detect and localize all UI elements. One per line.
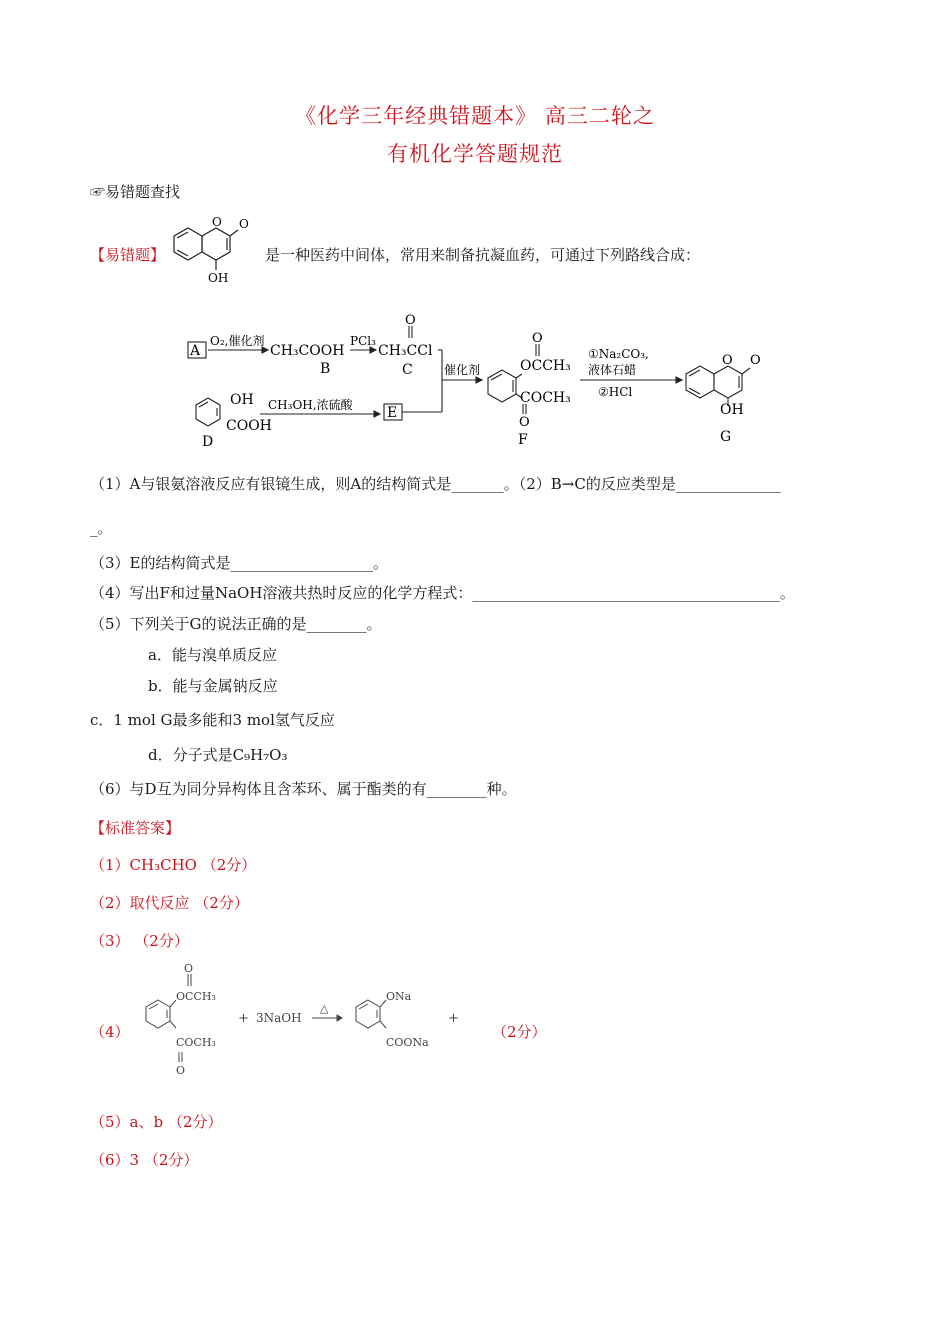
svg-text:A: A: [190, 343, 201, 359]
svg-text:O: O: [176, 1064, 186, 1077]
option-a: a．能与溴单质反应: [148, 646, 277, 664]
svg-text:ONa: ONa: [386, 990, 412, 1003]
svg-text:E: E: [387, 405, 398, 421]
synthesis-scheme: [180, 308, 780, 458]
svg-text:O: O: [184, 962, 194, 975]
svg-text:O: O: [239, 217, 249, 231]
svg-text:CH₃CCl: CH₃CCl: [378, 343, 433, 359]
top-struct-o: O: [212, 215, 222, 229]
question-1-2: （1）A与银氨溶液反应有银镜生成，则A的结构简式是_______。（2）B→C的反应类型是______________: [90, 475, 781, 493]
option-c: c．1 mol G最多能和3 mol氢气反应: [90, 711, 335, 729]
svg-text:COCH₃: COCH₃: [176, 1036, 216, 1049]
svg-text:B: B: [320, 361, 331, 377]
svg-text:催化剂: 催化剂: [444, 363, 481, 377]
svg-text:CH₃OH,浓硫酸: CH₃OH,浓硫酸: [268, 398, 353, 412]
answer-5: （5）a、b （2分）: [90, 1113, 223, 1131]
answer-4-equation: [130, 960, 550, 1080]
question-3: （3）E的结构简式是___________________。: [90, 554, 388, 572]
svg-text:液体石蜡: 液体石蜡: [588, 363, 637, 377]
svg-text:O: O: [519, 415, 530, 430]
svg-text:OCCH₃: OCCH₃: [176, 990, 216, 1003]
svg-text:D: D: [202, 434, 214, 450]
svg-text:OCCH₃: OCCH₃: [520, 358, 571, 374]
svg-text:COCH₃: COCH₃: [520, 390, 571, 406]
option-b: b．能与金属钠反应: [148, 677, 278, 695]
svg-text:O: O: [750, 353, 761, 368]
title-line-1: 《化学三年经典错题本》 高三二轮之: [295, 104, 655, 128]
svg-text:CH₃COOH: CH₃COOH: [270, 343, 345, 359]
svg-text:OH: OH: [720, 402, 744, 418]
error-tag: 【易错题】: [90, 246, 166, 264]
answer-1: （1）CH₃CHO （2分）: [90, 856, 257, 874]
option-d: d．分子式是C₉H₇O₃: [148, 746, 288, 764]
svg-text:O: O: [722, 353, 733, 368]
svg-text:COONa: COONa: [386, 1036, 429, 1049]
svg-text:3NaOH: 3NaOH: [256, 1011, 302, 1025]
question-6: （6）与D互为同分异构体且含苯环、属于酯类的有________种。: [90, 780, 517, 798]
section-marker: ☞易错题查找: [90, 183, 181, 201]
svg-text:F: F: [518, 432, 528, 448]
svg-text:COOH: COOH: [226, 418, 272, 434]
svg-text:O₂,催化剂: O₂,催化剂: [210, 334, 265, 348]
svg-text:O: O: [532, 331, 543, 346]
svg-text:②HCl: ②HCl: [598, 385, 633, 399]
answer-heading: 【标准答案】: [90, 819, 181, 837]
svg-text:C: C: [402, 362, 413, 378]
svg-text:△: △: [320, 1002, 329, 1015]
intro-text: 是一种医药中间体，常用来制备抗凝血药，可通过下列路线合成：: [265, 246, 701, 264]
title-line-2: 有机化学答题规范: [387, 142, 563, 166]
answer-4-label: （4）: [90, 1023, 130, 1041]
answer-3: （3） （2分）: [90, 932, 189, 950]
svg-text:O: O: [405, 313, 416, 328]
svg-text:①Na₂CO₃,: ①Na₂CO₃,: [588, 347, 649, 361]
question-4: （4）写出F和过量NaOH溶液共热时反应的化学方程式：_________________________________________。: [90, 584, 795, 602]
svg-text:+: +: [448, 1011, 459, 1026]
svg-text:PCl₃: PCl₃: [350, 334, 376, 348]
svg-text:+: +: [238, 1011, 249, 1026]
svg-text:G: G: [720, 429, 732, 445]
question-5: （5）下列关于G的说法正确的是________。: [90, 615, 382, 633]
answer-4-score: （2分）: [492, 1023, 547, 1041]
svg-text:OH: OH: [230, 392, 254, 408]
answer-6: （6）3 （2分）: [90, 1151, 199, 1169]
coumarin-structure-icon: [168, 208, 258, 286]
answer-2: （2）取代反应 （2分）: [90, 894, 249, 912]
top-struct-oh: OH: [208, 271, 229, 285]
question-2-continuation: _。: [90, 519, 113, 537]
